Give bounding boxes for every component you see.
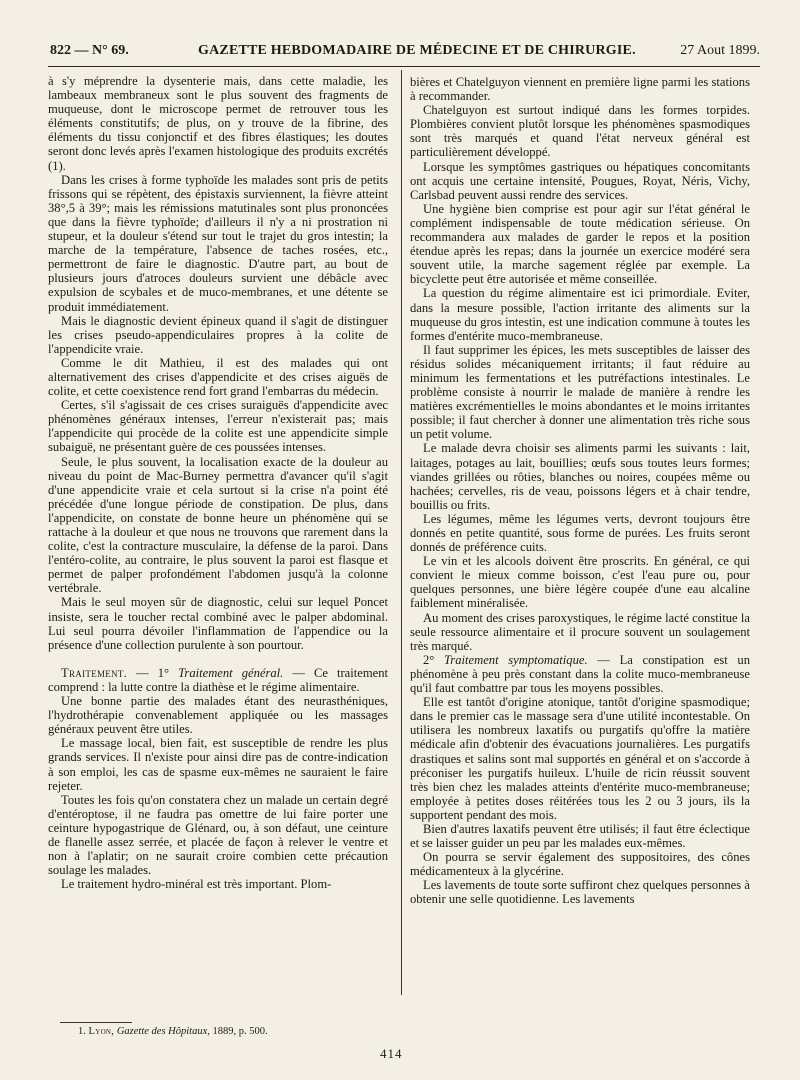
paragraph: Il faut supprimer les épices, les mets susceptibles de laisser des résidus solides mécaniquement irritants; il faut réduire au minimum les fermentations et les putréfactions intestinales. Le problème consiste à nourrir le malade de manière à rendre les matières excrémentielles le moins abondantes et le moins irritantes possible; il faut chercher à donner une alimentation très riche sous un petit volume.	[410, 342, 750, 442]
journal-title: GAZETTE HEBDOMADAIRE DE MÉDECINE ET DE CHIRURGIE.	[198, 43, 636, 58]
subsection-paragraph	[410, 653, 750, 695]
footnote-reference: 1889, p. 500.	[212, 1026, 268, 1037]
page-number: 414	[380, 1046, 403, 1061]
paragraph: bières et Chatelguyon viennent en première ligne parmi les stations à recommander.	[410, 75, 750, 104]
paragraph: Les lavements de toute sorte suffiront chez quelques personnes à obtenir une selle quotidienne. Les lavements	[410, 878, 750, 907]
footnote-number: 1.	[78, 1026, 86, 1037]
page-issue-number: 822 — N° 69.	[50, 43, 129, 58]
footnote-author: Lyon,	[88, 1026, 115, 1037]
paragraph: à s'y méprendre la dysenterie mais, dans cette maladie, les lambeaux membraneux sont le plus souvent des fragments de muqueuse, dont le microscope permet de retrouver tous les éléments constitutifs; de plus, on y trouve de la fibrine, des éléments du tissu conjonctif et des fibres élastiques; les doutes seront donc levés après l'examen histologique des produits excrétés (1).	[48, 74, 388, 173]
paragraph: Bien d'autres laxatifs peuvent être utilisés; il faut être éclectique et se laisser guider un peu par les malades eux-mêmes.	[410, 821, 750, 851]
column-divider	[401, 70, 402, 995]
paragraph: Le vin et les alcools doivent être proscrits. En général, ce qui convient le mieux comme boisson, c'est l'eau pure ou, pour quelques personnes, une bière légère coupée d'une eau alcaline faiblement minéralisée.	[410, 554, 750, 611]
section-separator: — 1°	[127, 665, 179, 680]
section-heading-paragraph	[48, 666, 388, 694]
paragraph: Chatelguyon est surtout indiqué dans les formes torpides. Plombières convient plutôt lorsque les phénomènes spasmodiques sont très marqués et quand l'état nerveux général est particulièrement développé.	[410, 103, 750, 160]
paragraph: Lorsque les symptômes gastriques ou hépatiques concomitants ont acquis une certaine intensité, Pougues, Royat, Néris, Vichy, Carlsbad peuvent aussi rendre des services.	[410, 159, 750, 202]
paragraph: Elle est tantôt d'origine atonique, tantôt d'origine spasmodique; dans le premier cas le massage sera d'une utilité incontestable. On utilisera les nombreux laxatifs ou purgatifs qu'offre la matière médicale afin d'obtenir des évacuations journalières. Les purgatifs drastiques et salins sont mal supportés en général et on s'accorde à préconiser les purgatifs huileux. L'huile de ricin réussit souvent très bien chez les malades atteints d'entérite muco-membraneuse; employée à petites doses réitérées tous les 2 ou 3 jours, ils la supportent pendant des mois.	[410, 695, 750, 822]
footnote	[78, 1026, 268, 1037]
paragraph: Toutes les fois qu'on constatera chez un malade un certain degré d'entéroptose, il ne faudra pas omettre de lui faire porter une ceinture hypogastrique de Glénard, ou, à son défaut, une ceinture de flanelle assez serrée, et placée de façon à relever le ventre et non à l'aplatir; on ne saurait croire combien cette précaution soulage les malades.	[48, 792, 388, 878]
paragraph: Mais le seul moyen sûr de diagnostic, celui sur lequel Poncet insiste, sera le toucher rectal combiné avec le palper abdominal. Lui seul pourra dévoiler l'inflammation de l'appendice ou la présence d'une collection purulente à son pourtour.	[48, 595, 388, 652]
running-header	[48, 40, 760, 67]
issue-date: 27 Aout 1899.	[680, 43, 760, 58]
section-lead: Traitement.	[61, 665, 128, 680]
section-text: — Ce traitement comprend : la lutte contre la diathèse et le régime alimentaire.	[48, 665, 388, 694]
left-column	[48, 74, 388, 994]
paragraph: Une bonne partie des malades étant des neurasthéniques, l'hydrothérapie convenablement appliquée ou les massages généraux peuvent être utiles.	[48, 694, 388, 737]
subsection-text: — La constipation est un phénomène à peu près constant dans la colite muco-membraneuse qu'il faut combattre par tous les moyens possibles.	[410, 652, 750, 696]
paragraph: Seule, le plus souvent, la localisation exacte de la douleur au niveau du point de Mac-Burney permettra d'avancer qu'il s'agit d'une appendicite vraie et cela surtout si la crise n'a point été précédée d'une longue période de constipation. De plus, dans l'appendicite, on constate de bonne heure un phénomène qui se rattache à la douleur et que nous ne trouvons que rarement dans la colite, c'est la contracture musculaire, la défense de la paroi. Dans l'entéro-colite, au contraire, le plus souvent la paroi est flasque et permet de palper profondément l'abdomen jusqu'à la colonne vertébrale.	[48, 454, 388, 596]
paragraph: Le malade devra choisir ses aliments parmi les suivants : lait, laitages, potages au lait, bouillies; œufs sous toutes leurs formes; viandes grillées ou rôties, blanches ou noires, coupées même ou hachées; cervelles, ris de veau, poissons légers et à chair tendre, bouillis ou frits.	[410, 441, 750, 512]
paragraph: La question du régime alimentaire est ici primordiale. Eviter, dans la mesure possible, l'action irritante des aliments sur la muqueuse du gros intestin, est une indication commune à toutes les formes d'entérite muco-membraneuse.	[410, 286, 750, 343]
footnote-journal: Gazette des Hôpitaux,	[116, 1026, 210, 1037]
section-subtitle: Traitement général.	[178, 665, 284, 680]
paragraph: Le massage local, bien fait, est susceptible de rendre les plus grands services. Il n'existe pour ainsi dire pas de contre-indication à son emploi, les cas de spasme eux-mêmes ne sauraient le faire rejeter.	[48, 736, 388, 793]
footnote-rule	[60, 1022, 132, 1023]
paragraph: Comme le dit Mathieu, il est des malades qui ont alternativement des crises d'appendicite et des crises aiguës de colite, et cette coexistence rend fort grand l'embarras du médecin.	[48, 355, 388, 399]
paragraph: Le traitement hydro-minéral est très important. Plom-	[61, 877, 332, 892]
paragraph: Certes, s'il s'agissait de ces crises suraiguës d'appendicite avec phénomènes généraux intenses, l'erreur n'existerait pas; mais l'appendicite qui procède de la colite est une appendicite simple subaiguë, ne présentant guère de ces poussées intenses.	[48, 398, 388, 455]
paragraph: Au moment des crises paroxystiques, le régime lacté constitue la seule ressource alimentaire et il procure souvent un soulagement très marqué.	[410, 610, 750, 653]
subsection-number: 2°	[423, 652, 444, 667]
paragraph: Une hygiène bien comprise est pour agir sur l'état général le complément indispensable de toute médication sérieuse. On recommandera aux malades de garder le repos et la position étendue après les repas; dans la journée un exercice modéré sera souvent utile, la marche sagement réglée par exemple. La bicyclette peut être autorisée et même conseillée.	[410, 201, 750, 287]
paragraph: On pourra se servir également des suppositoires, des cônes médicamenteux à la glycérine.	[410, 850, 750, 879]
paragraph: Mais le diagnostic devient épineux quand il s'agit de distinguer les crises pseudo-appendiculaires propres à la colite de l'appendicite vraie.	[48, 313, 388, 356]
paragraph: Dans les crises à forme typhoïde les malades sont pris de petits frissons qui se répètent, des épistaxis surviennent, la fièvre atteint 38°,5 à 39°; mais les rémissions matutinales sont plus prononcées que dans la fièvre typhoïde; d'ailleurs il n'y a ni prostration ni stupeur, et la douleur s'étend sur tout le trajet du gros intestin; la marche de la température, l'absence de taches rosées, etc., permettront de faire le diagnostic. D'autre part, au bout de plusieurs jours d'atroces douleurs survient une débâcle avec expulsion de scybales et de muco-membranes, et une détente se produit immédiatement.	[48, 172, 388, 314]
paragraph: Les légumes, même les légumes verts, devront toujours être donnés en petite quantité, sous forme de purées. Les fruits seront donnés de préférence cuits.	[410, 511, 750, 555]
right-column	[410, 75, 750, 995]
subsection-title: Traitement symptomatique.	[444, 652, 588, 667]
